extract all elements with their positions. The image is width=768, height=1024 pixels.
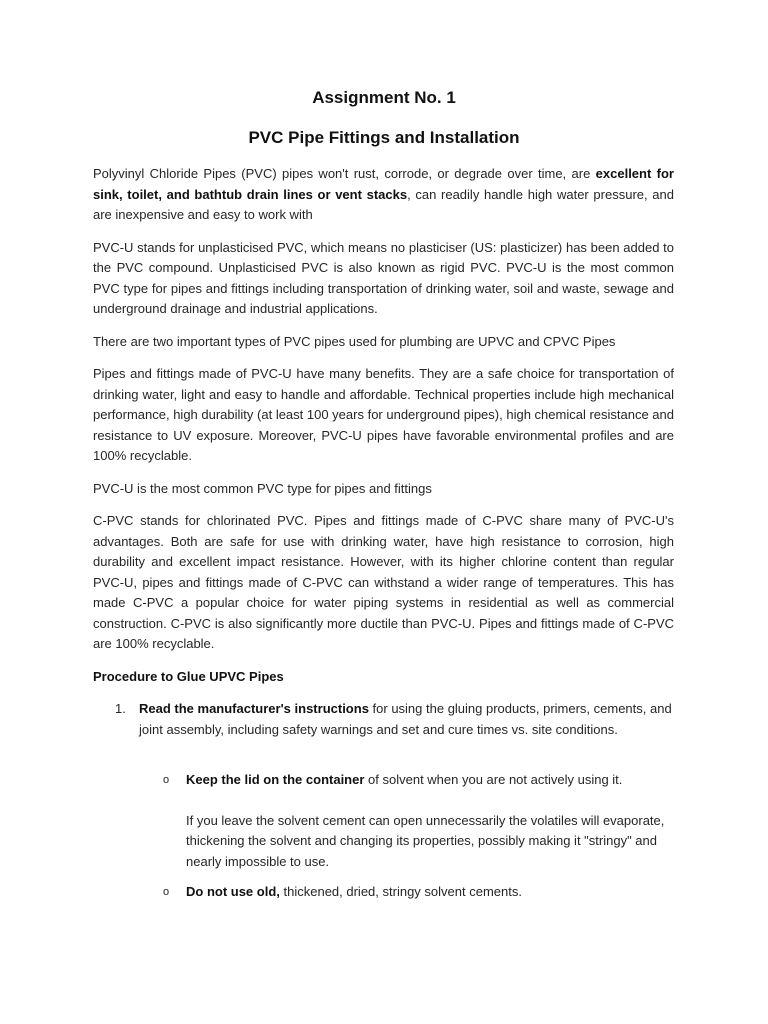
list-item-bold-text: Read the manufacturer's instructions bbox=[139, 701, 369, 716]
document-body bbox=[93, 164, 674, 903]
bullet-list-item bbox=[93, 770, 674, 791]
bullet-note: If you leave the solvent cement can open unnecessarily the volatiles will evaporate, thickening the solvent and changing its properties, possibly making it "stringy" and nearly impossible to use. bbox=[186, 812, 665, 869]
page-subtitle: PVC Pipe Fittings and Installation bbox=[248, 128, 520, 147]
bullet-list-item bbox=[93, 882, 674, 903]
bullet-text: of solvent when you are not actively using it. bbox=[364, 772, 623, 787]
list-item-text: for using the gluing products, primers, cements, and joint assembly, including safety warnings and set and cure times vs. site conditions. bbox=[139, 701, 672, 737]
bullet-marker: o bbox=[163, 886, 170, 898]
paragraph-pipe-types: There are two important types of PVC pipes used for plumbing are UPVC and CPVC Pipes bbox=[93, 333, 616, 349]
bullet-text: thickened, dried, stringy solvent cements. bbox=[279, 884, 522, 899]
paragraph-text: , can readily handle high water pressure, and are inexpensive and easy to work with bbox=[93, 186, 674, 222]
bullet-bold-text: Do not use old, bbox=[186, 884, 280, 899]
paragraph-pvc-intro bbox=[93, 164, 674, 226]
numbered-list-item bbox=[93, 699, 674, 740]
paragraph-pvc-u-common: PVC-U is the most common PVC type for pipes and fittings bbox=[93, 480, 432, 496]
paragraph-pvc-u-benefits: Pipes and fittings made of PVC-U have many benefits. They are a safe choice for transportation of drinking water, light and easy to handle and affordable. Technical properties include high mechanical performance, high durability (at least 100 years for underground pipes), high chemical resistance and resistance to UV exposure. Moreover, PVC-U pipes have favorable environmental profiles and are 100% recyclable. bbox=[93, 366, 674, 463]
page-title: Assignment No. 1 bbox=[312, 88, 456, 107]
procedure-heading: Procedure to Glue UPVC Pipes bbox=[93, 668, 284, 684]
paragraph-c-pvc: C-PVC stands for chlorinated PVC. Pipes and fittings made of C-PVC share many of PVC-U's advantages. Both are safe for use with drinking water, have high resistance to corrosion, high durability and excellent impact resistance. However, with its higher chlorine content than regular PVC-U, pipes and fittings made of C-PVC can withstand a wider range of temperatures. This has made C-PVC a popular choice for water piping systems in residential as well as commercial construction. C-PVC is also significantly more ductile than PVC-U. Pipes and fittings made of C-PVC are 100% recyclable. bbox=[93, 513, 674, 651]
bullet-marker: o bbox=[163, 774, 170, 786]
list-number: 1. bbox=[115, 701, 126, 716]
paragraph-pvc-u-definition: PVC-U stands for unplasticised PVC, which means no plasticiser (US: plasticizer) has been added to the PVC compound. Unplasticised PVC is also known as rigid PVC. PVC-U is the most common PVC type for pipes and fittings including transportation of drinking water, soil and waste, sewage and underground drainage and industrial applications. bbox=[93, 239, 674, 316]
paragraph-text: Polyvinyl Chloride Pipes (PVC) pipes won't rust, corrode, or degrade over time, are bbox=[93, 166, 596, 181]
paragraph-bold-text: excellent for sink, toilet, and bathtub drain lines or vent stacks bbox=[93, 166, 674, 202]
bullet-bold-text: Keep the lid on the container bbox=[186, 772, 365, 787]
